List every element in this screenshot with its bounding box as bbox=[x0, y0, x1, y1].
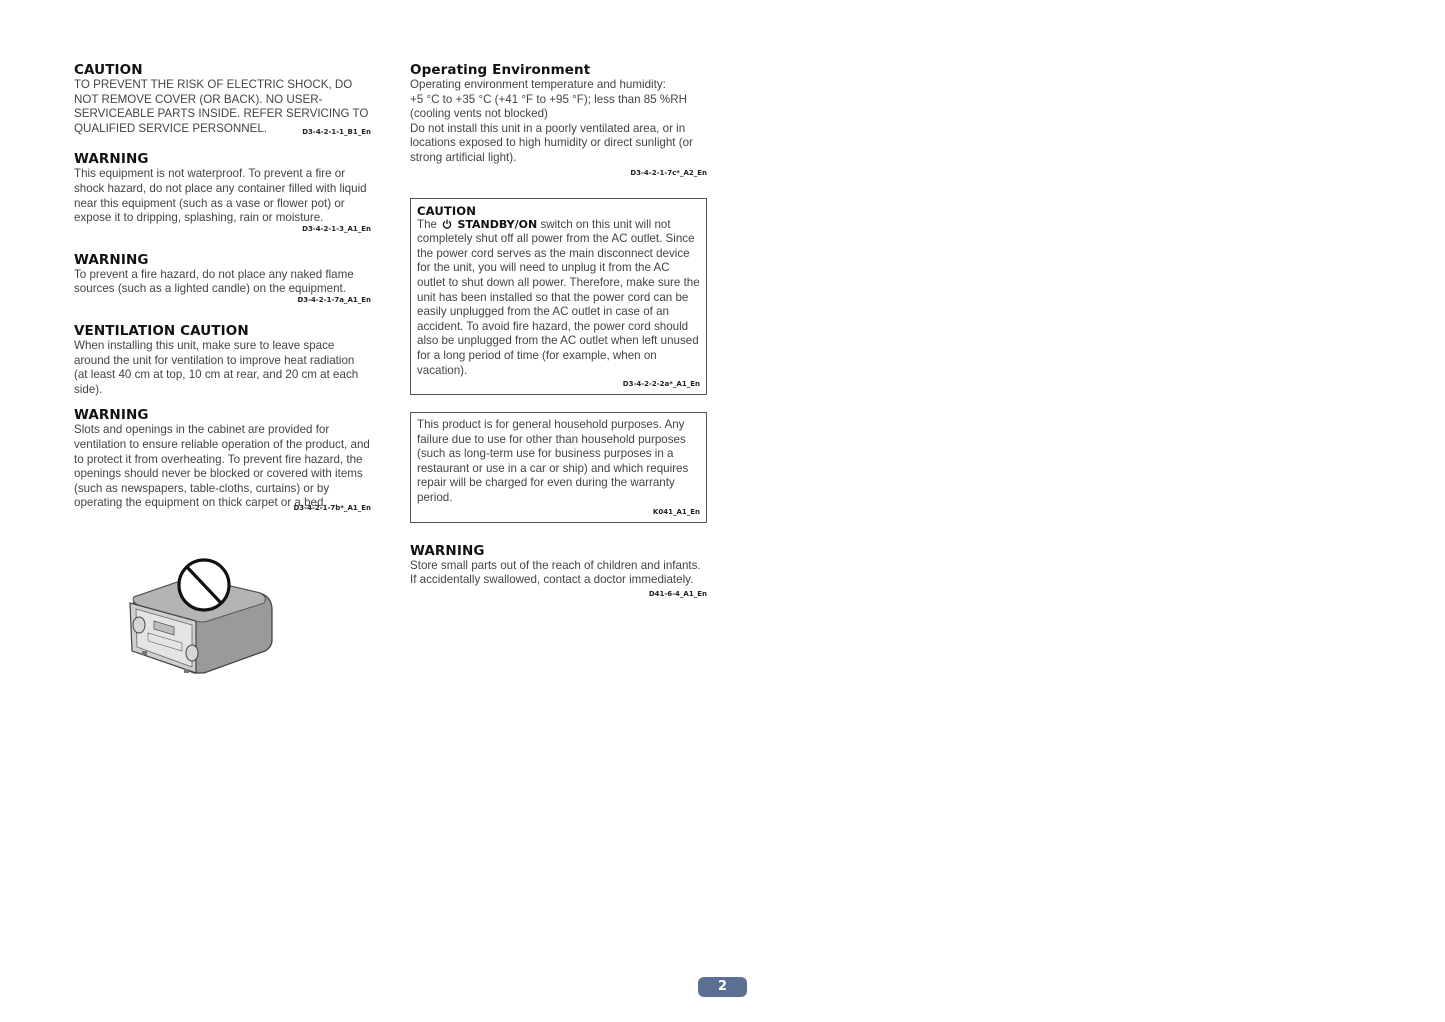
standby-on-label: STANDBY/ON bbox=[457, 217, 538, 231]
section-body: To prevent a fire hazard, do not place any naked flame sources (such as a lighted candle) on the equipment. bbox=[74, 267, 354, 296]
reference-code: D41-6-4_A1_En bbox=[648, 589, 707, 598]
standby-caution-box bbox=[410, 198, 707, 396]
body-prefix: The bbox=[417, 217, 437, 231]
reference-code: K041_A1_En bbox=[652, 507, 700, 516]
section-body-line: +5 °C to +35 °C (+41 °F to +95 °F); less than 85 %RH (cooling vents not blocked) bbox=[410, 92, 687, 121]
reference-code: D3-4-2-2-2a*_A1_En bbox=[622, 380, 700, 389]
power-icon bbox=[442, 219, 452, 229]
section-heading: WARNING bbox=[74, 151, 149, 168]
section-body-line: Operating environment temperature and humidity: bbox=[410, 78, 666, 91]
section-body bbox=[417, 218, 700, 379]
section-body: Slots and openings in the cabinet are provided for ventilation to ensure reliable operation of the product, and to protect it from overheating. To prevent fire hazard, the openings should never be blocked or covered with items (such as newspapers, table-cloths, curtains) or by operating the equipment on thick carpet or a bed. bbox=[74, 423, 370, 510]
reference-code: D3-4-2-1-3_A1_En bbox=[302, 224, 371, 233]
reference-code: D3-4-2-1-7a_A1_En bbox=[297, 295, 371, 304]
warning-small-parts bbox=[410, 543, 707, 599]
section-heading: WARNING bbox=[74, 407, 149, 424]
section-heading: CAUTION bbox=[74, 62, 143, 78]
section-body: This equipment is not waterproof. To prevent a fire or shock hazard, do not place any container filled with liquid near this equipment (such as a vase or flower pot) or expose it to dripping, splashing, rain or moisture. bbox=[74, 167, 367, 225]
household-notice-box bbox=[410, 412, 707, 523]
reference-code: D3-4-2-1-1_B1_En bbox=[302, 128, 371, 137]
body-rest: switch on this unit will not completely shut off all power from the AC outlet. Since the power cord serves as the main disconnect device for the unit, you will need to unplug it from the AC outlet to shut down all power. Therefore, make sure the unit has been installed so that the power cord can be easily unplugged from the AC outlet in case of an accident. To avoid fire hazard, the power cord should also be unplugged from the AC outlet when left unused for a long period of time (for example, when on vacation). bbox=[417, 217, 700, 377]
operating-environment bbox=[410, 62, 707, 178]
section-heading: WARNING bbox=[74, 251, 149, 268]
warning-slots-openings bbox=[74, 407, 371, 513]
section-heading: VENTILATION CAUTION bbox=[74, 322, 249, 339]
ventilation-caution bbox=[74, 323, 371, 397]
section-body: This product is for general household purposes. Any failure due to use for other than household purposes (such as long-term use for business purposes in a restaurant or use in a car or ship) and which requires repair will be charged for even during the warranty period. bbox=[417, 418, 689, 505]
caution-electric-shock bbox=[74, 62, 371, 137]
page-number-badge: 2 bbox=[698, 977, 747, 997]
section-heading: CAUTION bbox=[417, 203, 477, 218]
warning-naked-flame bbox=[74, 252, 371, 305]
covered-receiver-prohibited-icon bbox=[122, 555, 278, 680]
section-heading: Operating Environment bbox=[410, 62, 591, 78]
section-heading: WARNING bbox=[410, 542, 485, 559]
reference-code: D3-4-2-1-7c*_A2_En bbox=[630, 168, 707, 177]
section-body: When installing this unit, make sure to leave space around the unit for ventilation to improve heat radiation (at least 40 cm at top, 10 cm at rear, and 20 cm at each side). bbox=[74, 338, 359, 396]
left-column bbox=[74, 62, 371, 513]
right-column bbox=[410, 62, 707, 599]
section-body-line: Do not install this unit in a poorly ventilated area, or in locations exposed to high humidity or direct sunlight (or strong artificial light). bbox=[410, 121, 693, 164]
reference-code: D3-4-2-1-7b*_A1_En bbox=[293, 503, 371, 512]
section-body: Store small parts out of the reach of children and infants. If accidentally swallowed, contact a doctor immediately. bbox=[410, 558, 701, 587]
section-body: TO PREVENT THE RISK OF ELECTRIC SHOCK, DO NOT REMOVE COVER (OR BACK). NO USER-SERVICEABLE PARTS INSIDE. REFER SERVICING TO QUALIFIED SERVICE PERSONNEL. bbox=[74, 78, 369, 135]
warning-waterproof bbox=[74, 151, 371, 233]
